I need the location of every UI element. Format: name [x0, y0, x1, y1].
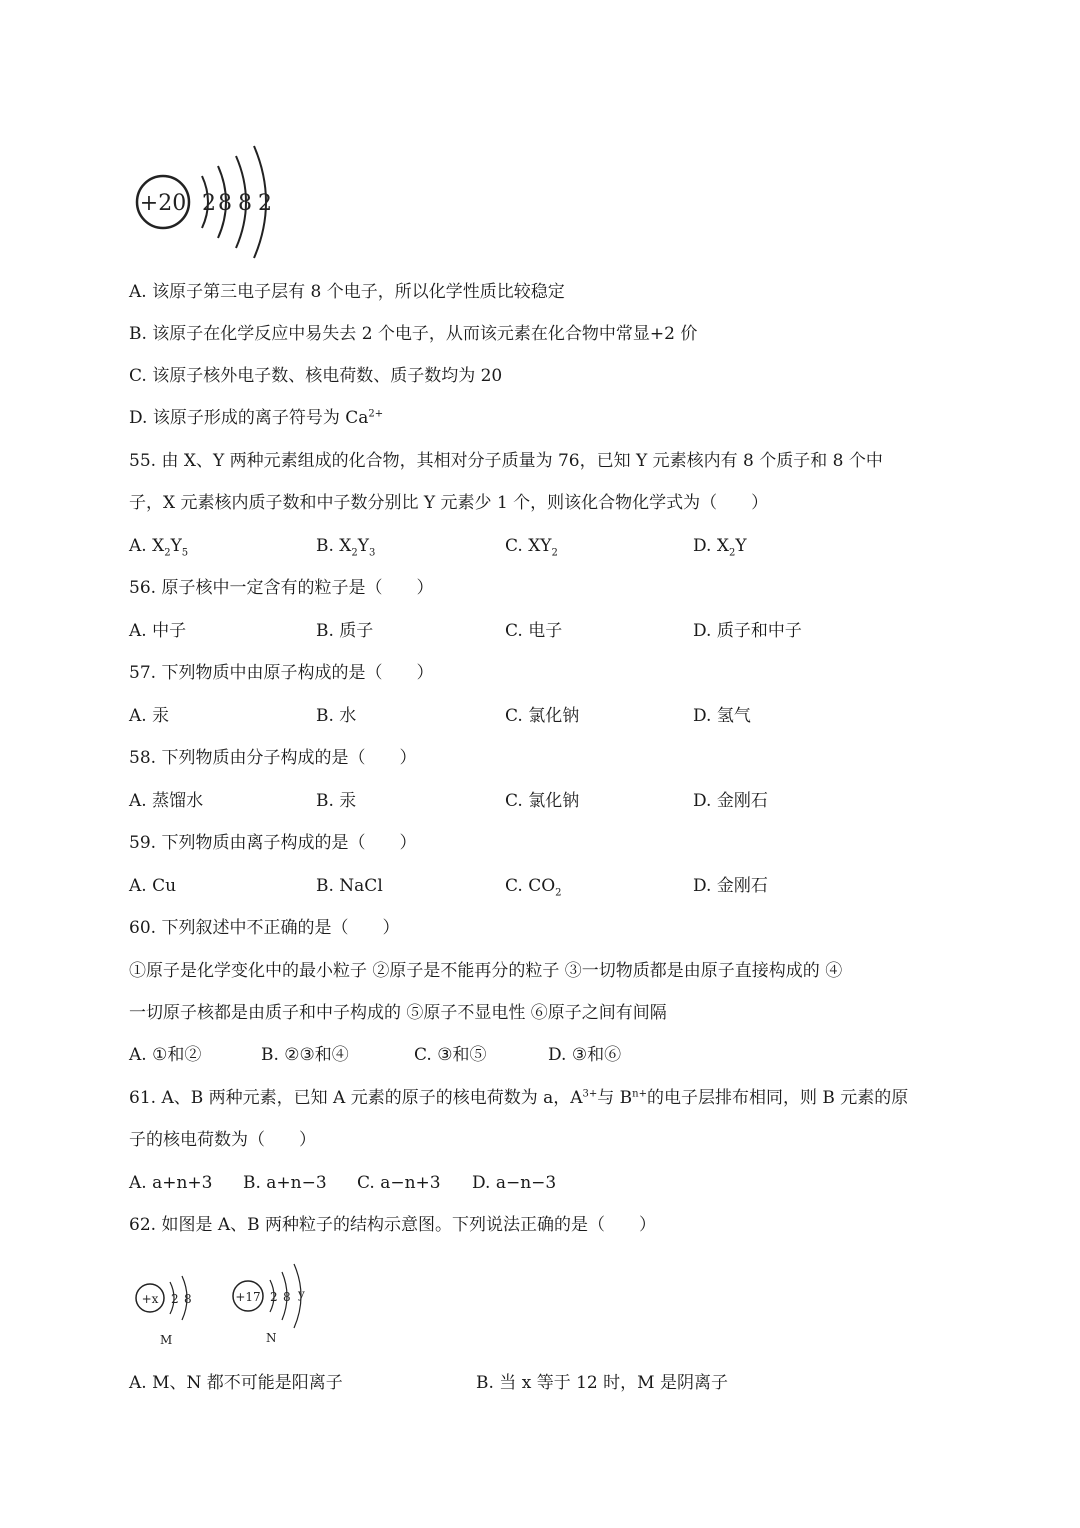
q60-statements-line2: 一切原子核都是由质子和中子构成的 ⑤原子不显电性 ⑥原子之间有间隔: [129, 1003, 667, 1023]
q57-option-d: D. 氢气: [693, 706, 751, 726]
ion-charge: 2+: [368, 408, 384, 420]
q58-option-a: A. 蒸馏水: [129, 791, 204, 811]
q54-option-b: B. 该原子在化学反应中易失去 2 个电子，从而该元素在化合物中常显+2 价: [129, 324, 698, 344]
q61-option-a: A. a+n+3: [129, 1173, 213, 1193]
q59-option-a: A. Cu: [129, 876, 177, 896]
q57-option-c: C. 氯化钠: [505, 706, 580, 726]
shell-count-m-1: 2: [171, 1292, 179, 1306]
q60-option-d: D. ③和⑥: [548, 1045, 622, 1065]
q62-option-a: A. M、N 都不可能是阳离子: [129, 1373, 343, 1393]
q55-stem-line1: 55. 由 X、Y 两种元素组成的化合物，其相对分子质量为 76，已知 Y 元素核内有 8 个质子和 8 个中: [129, 451, 883, 471]
particle-diagram-m: [132, 1264, 212, 1348]
shell-count-n-3: y: [298, 1287, 305, 1301]
q59-stem: 59. 下列物质由离子构成的是（ ）: [129, 833, 417, 853]
q59-option-b: B. NaCl: [316, 876, 383, 896]
particle-diagram-n: [228, 1258, 324, 1348]
nucleus-charge-m: +x: [141, 1292, 159, 1306]
q56-option-a: A. 中子: [129, 621, 187, 641]
q59-option-d: D. 金刚石: [693, 876, 768, 896]
atom-structure-diagram-ca: [128, 140, 288, 260]
q54-option-c: C. 该原子核外电子数、核电荷数、质子数均为 20: [129, 366, 503, 386]
q60-option-c: C. ③和⑤: [414, 1045, 487, 1065]
q60-stem: 60. 下列叙述中不正确的是（ ）: [129, 918, 400, 938]
q56-option-b: B. 质子: [316, 621, 374, 641]
shell-count-m-2: 8: [184, 1292, 192, 1306]
q60-statements-line1: ①原子是化学变化中的最小粒子 ②原子是不能再分的粒子 ③一切物质都是由原子直接构成的 ④: [129, 961, 843, 981]
q62-option-b: B. 当 x 等于 12 时，M 是阴离子: [476, 1373, 728, 1393]
shell-count-4: 2: [258, 191, 272, 216]
diagram-label-m: M: [160, 1333, 173, 1347]
shell-count-3: 8: [238, 191, 252, 216]
q55-option-c: C. $XY_2$: [505, 536, 558, 559]
q55-stem-line2: 子，X 元素核内质子数和中子数分别比 Y 元素少 1 个，则该化合物化学式为（ ）: [129, 493, 769, 513]
shell-count-n-2: 8: [283, 1290, 291, 1304]
q55-option-b: B. $X_2Y_3$: [316, 536, 376, 559]
q57-option-a: A. 汞: [129, 706, 170, 726]
q58-option-b: B. 汞: [316, 791, 357, 811]
q61-stem-line2: 子的核电荷数为（ ）: [129, 1130, 316, 1150]
shell-count-n-1: 2: [270, 1290, 278, 1304]
q58-option-d: D. 金刚石: [693, 791, 768, 811]
q55-option-a: A. $X_2Y_5$: [129, 536, 189, 559]
q57-stem: 57. 下列物质中由原子构成的是（ ）: [129, 663, 434, 683]
shell-count-1: 2: [202, 191, 216, 216]
q59-option-c: C. $CO_2$: [505, 876, 562, 899]
q54-option-d: [129, 406, 383, 430]
q55-option-d: D. $X_2Y$: [693, 536, 747, 559]
q58-stem: 58. 下列物质由分子构成的是（ ）: [129, 748, 417, 768]
q60-option-b: B. ②③和④: [261, 1045, 349, 1065]
diagram-label-n: N: [266, 1331, 277, 1345]
q54-option-a: A. 该原子第三电子层有 8 个电子，所以化学性质比较稳定: [129, 282, 565, 302]
q62-stem: 62. 如图是 A、B 两种粒子的结构示意图。下列说法正确的是（ ）: [129, 1215, 657, 1235]
ion-charge-a: 3+: [582, 1088, 598, 1100]
q61-option-d: D. a−n−3: [472, 1173, 557, 1193]
q56-stem: 56. 原子核中一定含有的粒子是（ ）: [129, 578, 434, 598]
q61-option-c: C. a−n+3: [357, 1173, 441, 1193]
q57-option-b: B. 水: [316, 706, 357, 726]
q58-option-c: C. 氯化钠: [505, 791, 580, 811]
q61-stem-line1: 61. A、B 两种元素，已知 A 元素的原子的核电荷数为 a，$A^{3+}$与 $B^{n+}$的电子层排布相同，则 B 元素的原: [129, 1088, 909, 1108]
q61-option-b: B. a+n−3: [243, 1173, 327, 1193]
q60-option-a: A. ①和②: [129, 1045, 202, 1065]
ion-charge-b: n+: [632, 1088, 647, 1100]
q54-option-d-text: D. 该原子形成的离子符号为 Ca: [129, 408, 369, 428]
nucleus-charge-n: +17: [235, 1290, 261, 1304]
q56-option-c: C. 电子: [505, 621, 563, 641]
q56-option-d: D. 质子和中子: [693, 621, 802, 641]
shell-count-2: 8: [218, 191, 232, 216]
nucleus-charge: +20: [139, 191, 187, 216]
